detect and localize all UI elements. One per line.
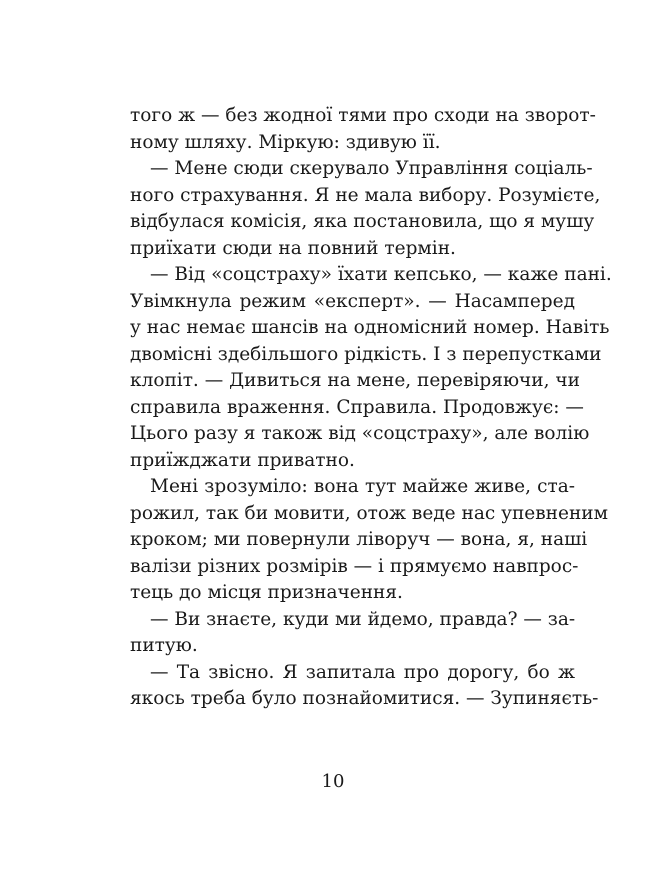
text-line: рожил, так би мовити, отож веде нас упевненим (130, 502, 609, 524)
text-line: двомісні здебільшого рідкість. І з перепустками (130, 343, 602, 365)
text-line: — Від «соцстраху» їхати кепсько, — каже пані. (150, 264, 612, 285)
text-line: — Ви знаєте, куди ми йдемо, правда? — за- (150, 608, 576, 630)
text-line: приїжджати приватно. (130, 449, 355, 471)
text-line: справила враження. Справила. Продовжує: — (130, 396, 584, 418)
text-line: Увімкнула режим «експерт». — Насамперед (130, 290, 575, 312)
text-line: кроком; ми повернули ліворуч — вона, я, наші (130, 529, 588, 550)
text-line: ного страхування. Я не мала вибору. Розумієте, (130, 184, 601, 206)
page-number: 10 (321, 771, 345, 792)
text-line: валізи різних розмірів — і прямуємо навпрос- (130, 555, 579, 577)
text-line: якось треба було познайомитися. — Зупиняєть- (130, 688, 599, 709)
text-line: у нас немає шансів на одномісний номер. Навіть (130, 317, 610, 338)
text-line: тець до місця призначення. (130, 582, 403, 603)
text-line: клопіт. — Дивиться на мене, перевіряючи, чи (130, 370, 580, 391)
text-line: відбулася комісія, яка постановила, що я мушу (130, 211, 595, 232)
body-text (130, 103, 612, 713)
text-line: питую. (130, 635, 198, 656)
text-line: того ж — без жодної тями про сходи на зворот- (130, 105, 596, 126)
text-line: Цього разу я також від «соцстраху», але волію (130, 423, 590, 444)
text-line: ному шляху. Міркую: здивую її. (130, 131, 441, 153)
text-line: — Та звісно. Я запитала про дорогу, бо ж (150, 661, 575, 683)
text-line: приїхати сюди на повний термін. (130, 237, 456, 259)
text-line: — Мене сюди скерувало Управління соціаль- (150, 158, 593, 179)
text-line: Мені зрозуміло: вона тут майже живе, ста- (150, 476, 575, 497)
